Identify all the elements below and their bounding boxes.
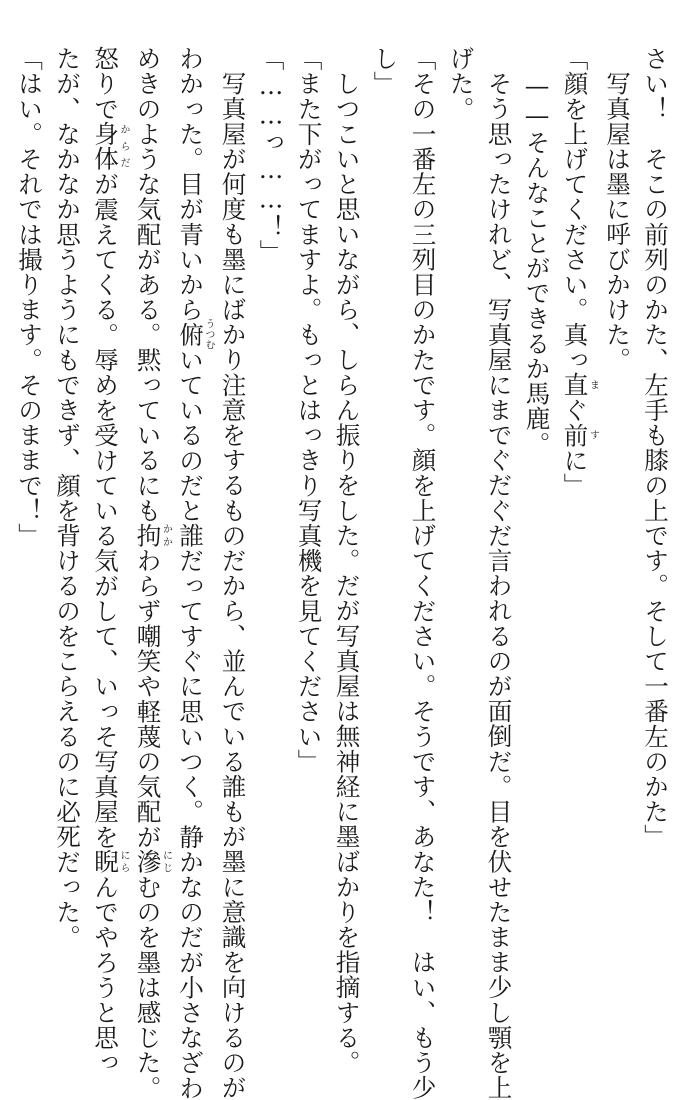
ruby-annotation <box>133 522 172 549</box>
ruby-reading: かか <box>160 522 172 548</box>
text-run: 「……っ……！」 <box>256 46 286 265</box>
text-run: が震えてくる。辱めを受けている気がして、いっそ写真屋を <box>91 171 120 850</box>
text-run: むのを墨は感じた。 <box>133 874 163 1100</box>
ruby-reading: うつむ <box>203 318 214 351</box>
text-line <box>404 46 442 1100</box>
text-run: 「顔を上げてください。真っ <box>560 46 590 373</box>
ruby-annotation <box>176 318 214 351</box>
ruby-annotation <box>560 372 599 398</box>
text-run: に」 <box>560 447 590 498</box>
text-line <box>598 46 636 976</box>
text-line <box>518 46 556 976</box>
text-line <box>556 46 599 976</box>
text-run: 写真屋が何度も墨にばかり注意をするものだから、並んでいる誰もが墨に意識を向けるのが <box>218 70 248 1100</box>
ruby-base: 拘 <box>133 522 163 549</box>
ruby-base: 睨 <box>91 849 120 875</box>
text-run: 怒りで <box>91 46 120 122</box>
text-run: わらず嘲笑や軽蔑の気配が <box>133 548 163 850</box>
ruby-annotation <box>91 121 129 172</box>
ruby-reading: ま <box>587 372 599 398</box>
text-run: ぐ <box>560 397 590 423</box>
text-run: さい！ そこの前列のかた、左手も膝の上です。そして一番左のかた」 <box>641 46 670 850</box>
text-run: たが、なかなか思うようにもできず、顔を背けるのをこらえるのに必死だった。 <box>53 46 82 950</box>
ruby-annotation <box>133 849 172 875</box>
text-run: しつこいと思いながら、しらん振りをした。だが写真屋は無神経に墨ばかりを指摘する。 <box>332 70 362 1075</box>
ruby-base: 身体 <box>91 121 120 172</box>
ruby-base: 滲 <box>133 849 163 875</box>
text-line <box>10 46 48 976</box>
ruby-reading: からだ <box>118 121 129 172</box>
text-run: わかった。目が青いから <box>176 46 205 323</box>
text-run: し」 <box>370 46 400 97</box>
text-run: ——そんなことができるか馬鹿。 <box>522 70 552 456</box>
ruby-base: 直 <box>560 372 590 398</box>
text-line <box>480 46 518 1100</box>
text-run: げた。 <box>446 46 476 122</box>
text-line <box>442 46 480 976</box>
text-line <box>48 46 86 976</box>
text-run: 「はい。それでは撮ります。そのままで！」 <box>15 46 44 548</box>
text-line <box>252 46 290 976</box>
text-line <box>636 46 674 976</box>
text-run: 「その一番左の三列目のかたです。顔を上げてください。そうです、あなた！ はい、もう少 <box>408 46 438 1100</box>
text-line <box>366 46 404 976</box>
text-run: めきのような気配がある。黙っているにも <box>133 46 163 523</box>
text-line <box>129 46 172 1100</box>
ruby-annotation <box>91 849 129 875</box>
ruby-reading: す <box>587 422 599 448</box>
text-line <box>328 46 366 1075</box>
text-run: 写真屋は墨に呼びかけた。 <box>603 70 632 372</box>
text-run: 「また下がってますよ。もっとはっきり写真機を見てください」 <box>294 46 324 774</box>
text-run: そう思ったけれど、写真屋にまでぐだぐだ言われるのが面倒だ。目を伏せたまま少し顎を上 <box>484 70 514 1100</box>
text-run: いているのだと誰だってすぐに思いつく。静かなのだが小さなざわ <box>176 347 205 1100</box>
ruby-base: 俯 <box>176 318 205 351</box>
text-run: んでやろうと思っ <box>91 874 120 1076</box>
ruby-reading: にじ <box>160 849 172 875</box>
text-line <box>86 46 129 1076</box>
ruby-reading: にら <box>118 849 129 875</box>
ruby-annotation <box>560 422 599 448</box>
text-line <box>214 46 252 1100</box>
text-line <box>290 46 328 976</box>
text-line <box>171 46 214 1100</box>
vertical-text-body <box>14 46 674 1100</box>
ruby-base: 前 <box>560 422 590 448</box>
